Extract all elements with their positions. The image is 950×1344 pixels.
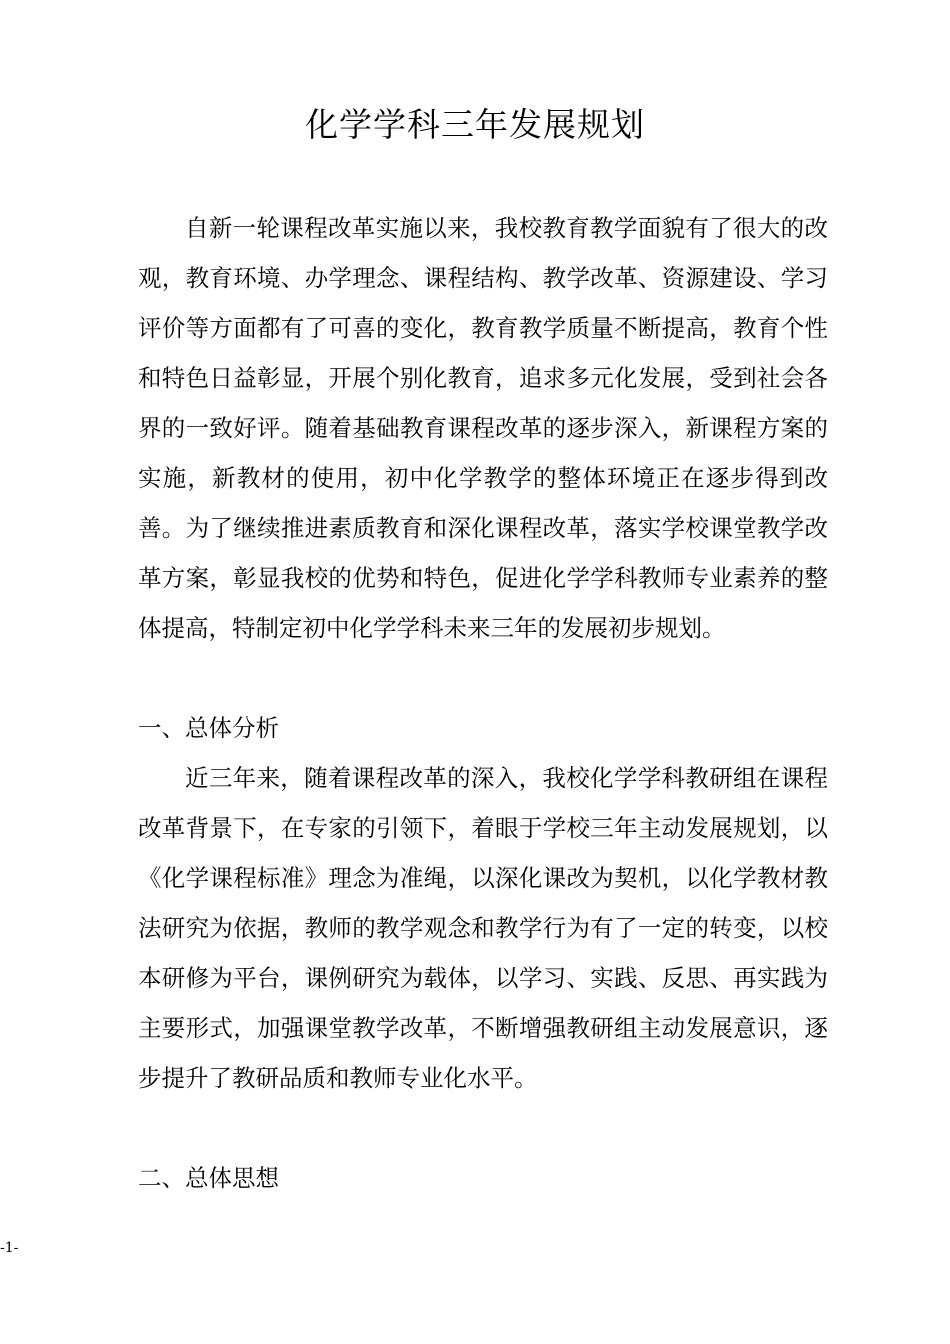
intro-paragraph [138,203,828,653]
section-1-paragraph [138,753,828,1103]
document-title: 化学学科三年发展规划 [305,105,645,144]
intro-text: 自新一轮课程改革实施以来，我校教育教学面貌有了很大的改观，教育环境、办学理念、课程结构、教学改革、资源建设、学习评价等方面都有了可喜的变化，教育教学质量不断提高，教育个性和特色日益彰显，开展个别化教育，追求多元化发展，受到社会各界的一致好评。随着基础教育课程改革的逐步深入，新课程方案的实施，新教材的使用，初中化学教学的整体环境正在逐步得到改善。为了继续推进素质教育和深化课程改革，落实学校课堂教学改革方案，彰显我校的优势和特色，促进化学学科教师专业素养的整体提高，特制定初中化学学科未来三年的发展初步规划。 [138,214,828,642]
section-1-text: 近三年来，随着课程改革的深入，我校化学学科教研组在课程改革背景下，在专家的引领下，着眼于学校三年主动发展规划，以《化学课程标准》理念为准绳，以深化课改为契机，以化学教材教法研究为依据，教师的教学观念和教学行为有了一定的转变，以校本研修为平台，课例研究为载体，以学习、实践、反思、再实践为主要形式，加强课堂教学改革，不断增强教研组主动发展意识，逐步提升了教研品质和教师专业化水平。 [138,764,828,1092]
section-1-heading-text: 一、总体分析 [138,714,279,742]
section-2-heading [138,1153,828,1203]
section-2-heading-text: 二、总体思想 [138,1164,279,1192]
section-1-heading [138,703,828,753]
page-number: -1- [0,1240,19,1256]
